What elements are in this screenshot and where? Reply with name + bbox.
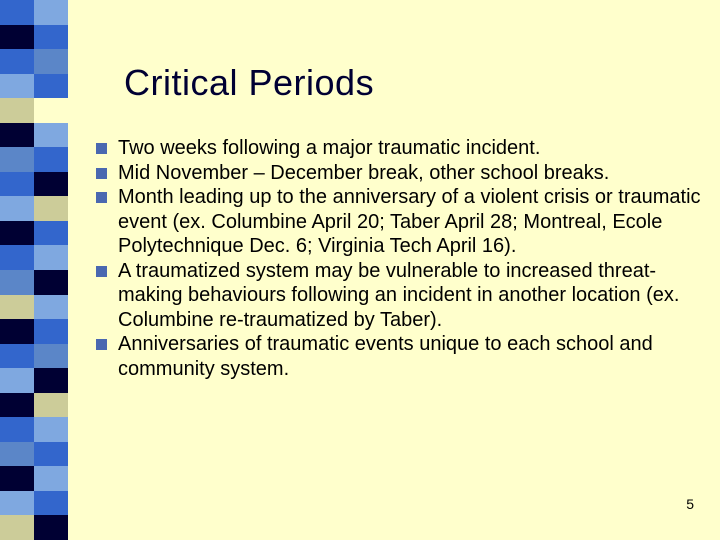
strip-cell	[0, 172, 34, 197]
strip-cell	[0, 466, 34, 491]
strip-cell	[0, 49, 34, 74]
strip-row	[0, 25, 68, 50]
strip-cell	[0, 74, 34, 99]
strip-cell	[34, 344, 68, 369]
strip-cell	[34, 368, 68, 393]
square-bullet-icon	[96, 192, 107, 203]
bullet-text: A traumatized system may be vulnerable to increased threat-making behaviours following an incident in another location (ex. Columbine re-traumatized by Taber).	[118, 259, 680, 331]
strip-row	[0, 147, 68, 172]
strip-cell	[34, 515, 68, 540]
strip-cell	[34, 25, 68, 50]
strip-cell	[34, 270, 68, 295]
strip-cell	[0, 0, 34, 25]
strip-row	[0, 0, 68, 25]
square-bullet-icon	[96, 143, 107, 154]
strip-cell	[0, 295, 34, 320]
strip-row	[0, 319, 68, 344]
square-bullet-icon	[96, 168, 107, 179]
strip-row	[0, 344, 68, 369]
strip-cell	[0, 344, 34, 369]
strip-cell	[0, 491, 34, 516]
strip-row	[0, 515, 68, 540]
bullet-item	[96, 136, 706, 161]
strip-cell	[34, 49, 68, 74]
page-number: 5	[686, 496, 694, 512]
bullet-item	[96, 332, 706, 381]
strip-row	[0, 196, 68, 221]
bullet-item	[96, 185, 706, 259]
strip-cell	[34, 466, 68, 491]
strip-row	[0, 98, 68, 123]
strip-cell	[34, 0, 68, 25]
strip-cell	[0, 98, 34, 123]
strip-row	[0, 491, 68, 516]
strip-row	[0, 442, 68, 467]
bullet-text: Mid November – December break, other school breaks.	[118, 161, 610, 184]
bullet-item	[96, 161, 706, 186]
strip-cell	[0, 221, 34, 246]
square-bullet-icon	[96, 266, 107, 277]
strip-cell	[34, 319, 68, 344]
strip-cell	[34, 417, 68, 442]
strip-cell	[0, 270, 34, 295]
strip-cell	[0, 393, 34, 418]
strip-cell	[34, 221, 68, 246]
strip-cell	[34, 245, 68, 270]
strip-cell	[0, 196, 34, 221]
strip-cell	[34, 98, 68, 123]
strip-cell	[0, 245, 34, 270]
strip-cell	[0, 123, 34, 148]
strip-row	[0, 466, 68, 491]
strip-cell	[0, 368, 34, 393]
strip-row	[0, 49, 68, 74]
strip-cell	[34, 295, 68, 320]
strip-cell	[34, 491, 68, 516]
strip-row	[0, 368, 68, 393]
bullet-list	[96, 136, 706, 381]
strip-cell	[34, 147, 68, 172]
strip-row	[0, 393, 68, 418]
bullet-item	[96, 259, 706, 333]
strip-cell	[0, 319, 34, 344]
square-bullet-icon	[96, 339, 107, 350]
strip-row	[0, 245, 68, 270]
strip-cell	[34, 172, 68, 197]
strip-cell	[0, 442, 34, 467]
strip-cell	[34, 442, 68, 467]
strip-cell	[34, 393, 68, 418]
strip-row	[0, 74, 68, 99]
strip-row	[0, 172, 68, 197]
strip-row	[0, 123, 68, 148]
strip-row	[0, 270, 68, 295]
strip-cell	[34, 196, 68, 221]
strip-cell	[0, 147, 34, 172]
strip-cell	[34, 123, 68, 148]
strip-row	[0, 221, 68, 246]
bullet-text: Two weeks following a major traumatic incident.	[118, 137, 541, 159]
strip-cell	[0, 515, 34, 540]
decorative-color-strip	[0, 0, 68, 540]
bullet-text: Month leading up to the anniversary of a violent crisis or traumatic event (ex. Columbine April 20; Taber April 28; Montreal, Ecole Polytechnique Dec. 6; Virginia Tech April 16).	[118, 186, 701, 257]
slide-title: Critical Periods	[124, 62, 375, 103]
strip-row	[0, 295, 68, 320]
strip-cell	[34, 74, 68, 99]
strip-cell	[0, 417, 34, 442]
strip-row	[0, 417, 68, 442]
bullet-text: Anniversaries of traumatic events unique to each school and community system.	[118, 333, 653, 380]
strip-cell	[0, 25, 34, 50]
